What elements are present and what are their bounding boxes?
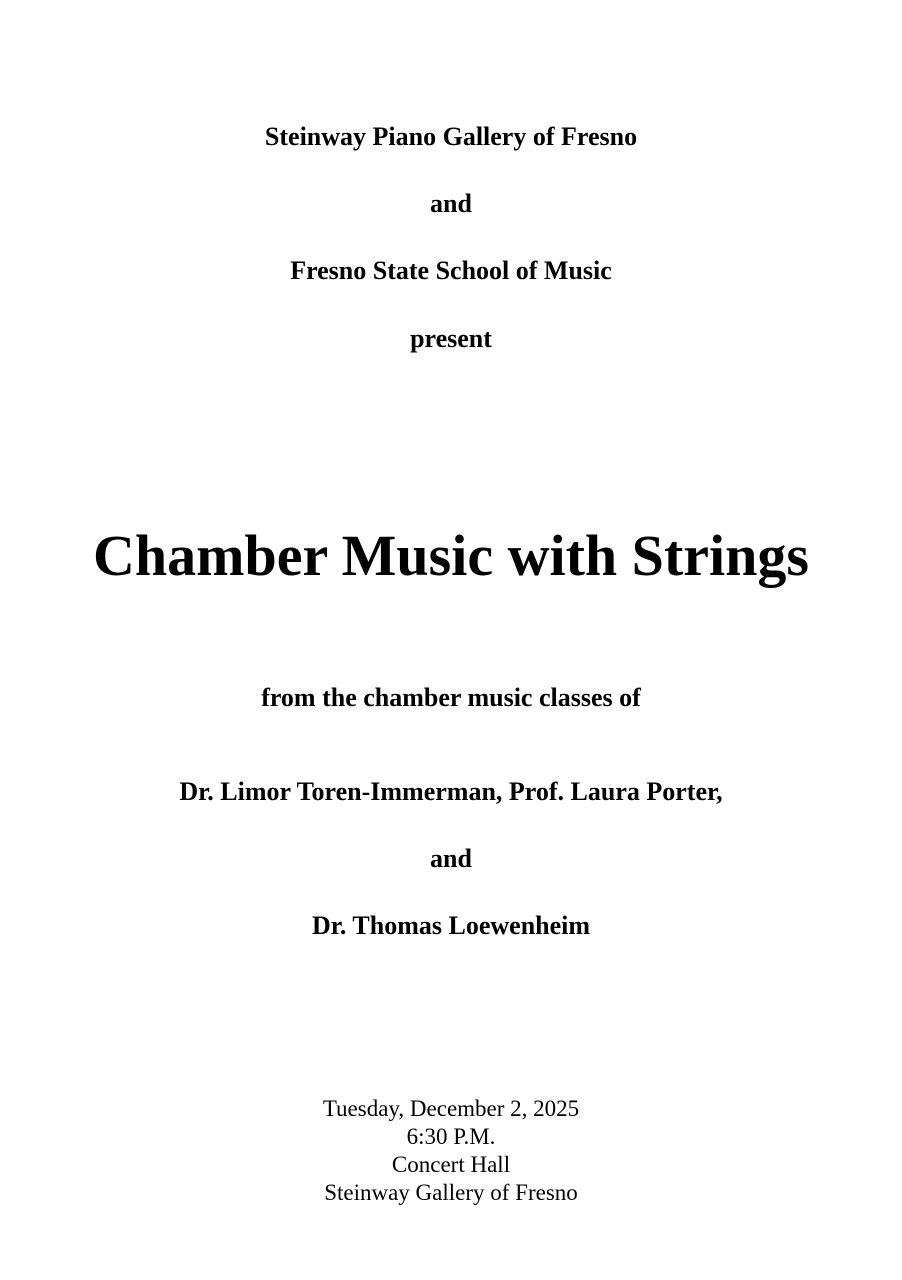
credits-conjunction: and <box>430 844 472 873</box>
presenter-line-2: and <box>430 189 472 218</box>
presenter-line-1: Steinway Piano Gallery of Fresno <box>264 122 638 151</box>
event-location: Steinway Gallery of Fresno <box>324 1180 578 1205</box>
presenter-line-4: present <box>410 324 492 353</box>
credits-intro: from the chamber music classes of <box>261 683 641 712</box>
concert-title: Chamber Music with Strings <box>93 523 809 588</box>
event-date: Tuesday, December 2, 2025 <box>322 1096 580 1121</box>
instructors-line-1: Dr. Limor Toren-Immerman, Prof. Laura Porter, <box>179 777 723 806</box>
event-details <box>0 1095 902 1207</box>
presenter-line-3: Fresno State School of Music <box>290 256 612 285</box>
event-venue: Concert Hall <box>391 1152 511 1177</box>
instructors-line-2: Dr. Thomas Loewenheim <box>311 911 591 940</box>
event-time: 6:30 P.M. <box>406 1124 496 1149</box>
